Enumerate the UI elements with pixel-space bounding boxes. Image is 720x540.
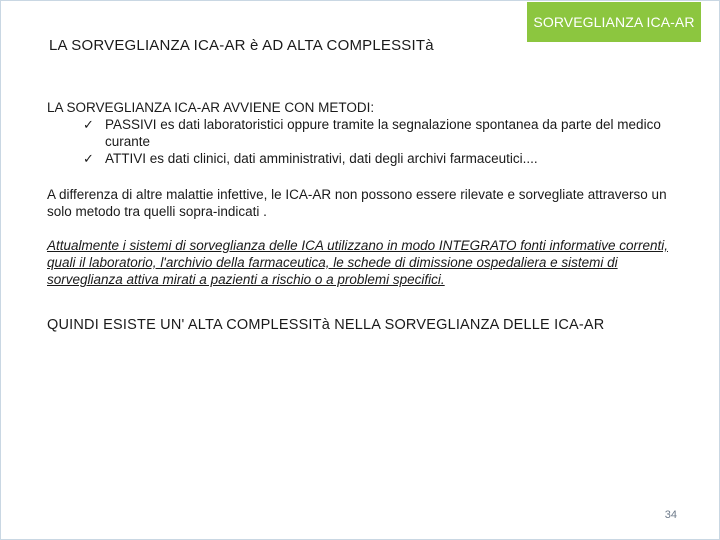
- list-item: [83, 150, 677, 167]
- check-icon: ✓: [83, 151, 94, 166]
- check-icon: ✓: [83, 117, 94, 132]
- paragraph-difference: A differenza di altre malattie infettive, le ICA-AR non possono essere rilevate e sorvegliate attraverso un solo metodo tra quelli sopra-indicati .: [47, 187, 667, 219]
- methods-list: [47, 116, 677, 167]
- list-item: [83, 116, 677, 150]
- slide-title: LA SORVEGLIANZA ICA-AR è AD ALTA COMPLESSITà: [49, 37, 434, 54]
- conclusion-text: QUINDI ESISTE UN' ALTA COMPLESSITà NELLA SORVEGLIANZA DELLE ICA-AR: [47, 317, 605, 333]
- list-item-text: ATTIVI es dati clinici, dati amministrativi, dati degli archivi farmaceutici....: [105, 151, 538, 166]
- list-item-text: PASSIVI es dati laboratoristici oppure tramite la segnalazione spontanea da parte del medico curante: [105, 117, 661, 149]
- methods-intro: LA SORVEGLIANZA ICA-AR AVVIENE CON METODI:: [47, 100, 375, 115]
- paragraph-integrated-systems: Attualmente i sistemi di sorveglianza delle ICA utilizzano in modo INTEGRATO fonti informative correnti, quali il laboratorio, l'archivio della farmaceutica, le schede di dimissione ospedaliera e sistemi di sorveglianza attiva mirati a pazienti a rischio o a problemi specifici.: [47, 238, 668, 287]
- slide-body: [47, 99, 677, 334]
- page-number: 34: [664, 509, 677, 521]
- section-tag: SORVEGLIANZA ICA-AR: [527, 2, 701, 42]
